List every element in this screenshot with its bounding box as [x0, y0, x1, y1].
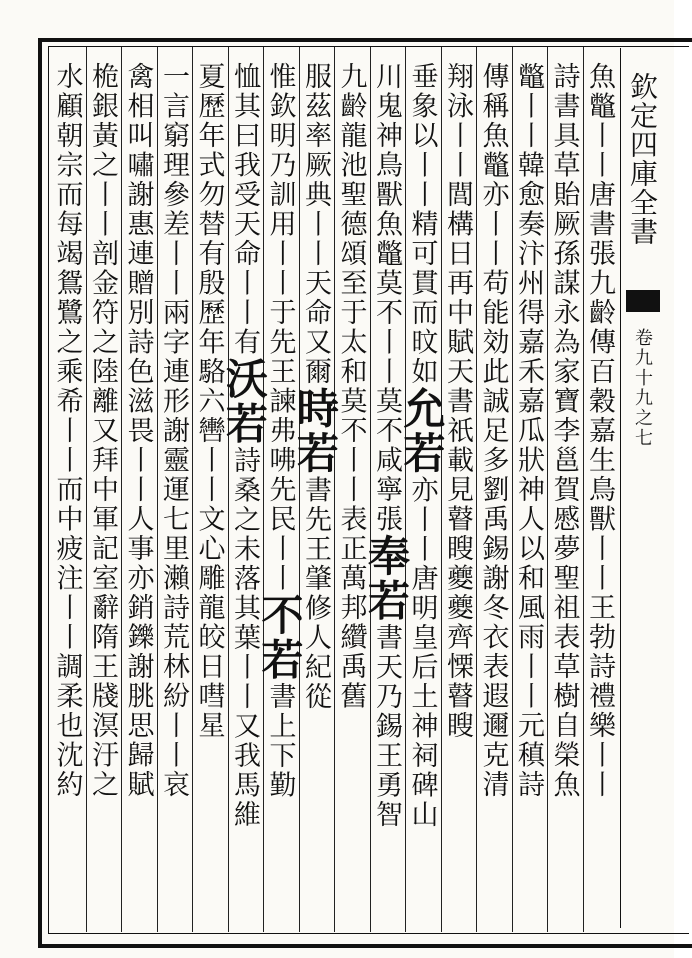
text-column	[192, 62, 228, 922]
text-column	[86, 62, 122, 922]
column-text: 翔泳丨丨閭構日再中賦天書祇載見瞽瞍夔夔齊慄瞽瞍	[442, 62, 473, 741]
text-column	[157, 62, 193, 922]
column-text: 亦丨丨唐明皇后土神祠碑山	[406, 475, 438, 830]
column-text: 九齡龍池聖德頌至于太和莫不丨丨表正萬邦纘禹舊	[335, 62, 367, 711]
column-text: 川鬼神鳥獸魚鼈莫不丨丨莫不咸寧張	[371, 62, 402, 534]
text-column	[220, 62, 269, 922]
column-text: 水顧朝宗而每竭鴛鷺之乘希丨丨而中疲注丨丨調柔也沈約	[51, 62, 83, 800]
text-column	[334, 62, 370, 922]
text-column	[397, 62, 447, 922]
headword: 時若	[291, 386, 340, 476]
headword: 不若	[255, 593, 305, 682]
text-column	[291, 62, 340, 922]
column-text: 禽相叫嘯謝惠連贈別詩色滋畏丨丨人事亦銷鑠謝朓思歸賦	[122, 62, 154, 800]
column-text: 詩桑之未落其葉丨丨又我馬維	[229, 446, 260, 830]
text-column	[362, 62, 411, 922]
column-text: 服茲率厥典丨丨天命又爾	[300, 62, 331, 387]
text-column	[255, 62, 305, 922]
text-column	[121, 62, 157, 922]
margin-title: 欽定四庫全書	[626, 72, 659, 246]
column-text: 書先王肇修人紀從	[300, 475, 331, 712]
fish-tail-mark	[626, 290, 660, 312]
text-column	[547, 62, 583, 922]
text-column	[476, 62, 512, 922]
column-text: 惟欽明乃訓用丨丨于先王諫弗咈先民丨丨	[264, 62, 296, 593]
text-column	[583, 62, 619, 922]
headword: 允若	[397, 386, 447, 476]
headword: 奉若	[362, 534, 411, 623]
column-text: 垂象以丨丨精可貫而旼如	[406, 62, 438, 387]
column-text: 傳稱魚鼈亦丨丨苟能効此誠足多劉禹錫謝冬衣表遐邇克清	[477, 62, 509, 800]
column-text: 魚鼈丨丨唐書張九齡傳百穀嘉生鳥獸丨丨王勃詩禮樂丨丨	[584, 62, 615, 800]
column-text: 夏歷年式勿替有殷歷年駱六轡丨丨文心雕龍皎日嘒星	[193, 62, 225, 741]
column-text: 一言窮理參差丨丨兩字連形謝靈運七里瀨詩荒林紛丨丨哀	[158, 62, 189, 800]
text-column	[441, 62, 477, 922]
column-text: 詩書具草貽厥孫謀永為家寶李邕賀慼夢聖祖表草樹自榮魚	[548, 62, 580, 800]
margin-column	[620, 48, 661, 928]
column-text: 書上下勤	[264, 682, 296, 800]
column-text: 鼈丨丨韓愈奏汴州得嘉禾嘉瓜狀神人以和風雨丨丨元稹詩	[513, 62, 544, 800]
text-column	[512, 62, 548, 922]
juan-label: 卷九十九之七	[632, 328, 653, 448]
column-text: 桅銀黃之丨丨剖金符之陸離又拜中軍記室辭隋王牋溟汙之	[87, 62, 118, 800]
headword: 沃若	[220, 357, 269, 446]
text-column	[50, 62, 86, 922]
column-text: 恤其曰我受天命丨丨有	[229, 62, 260, 357]
column-text: 書天乃錫王勇智	[371, 623, 402, 830]
